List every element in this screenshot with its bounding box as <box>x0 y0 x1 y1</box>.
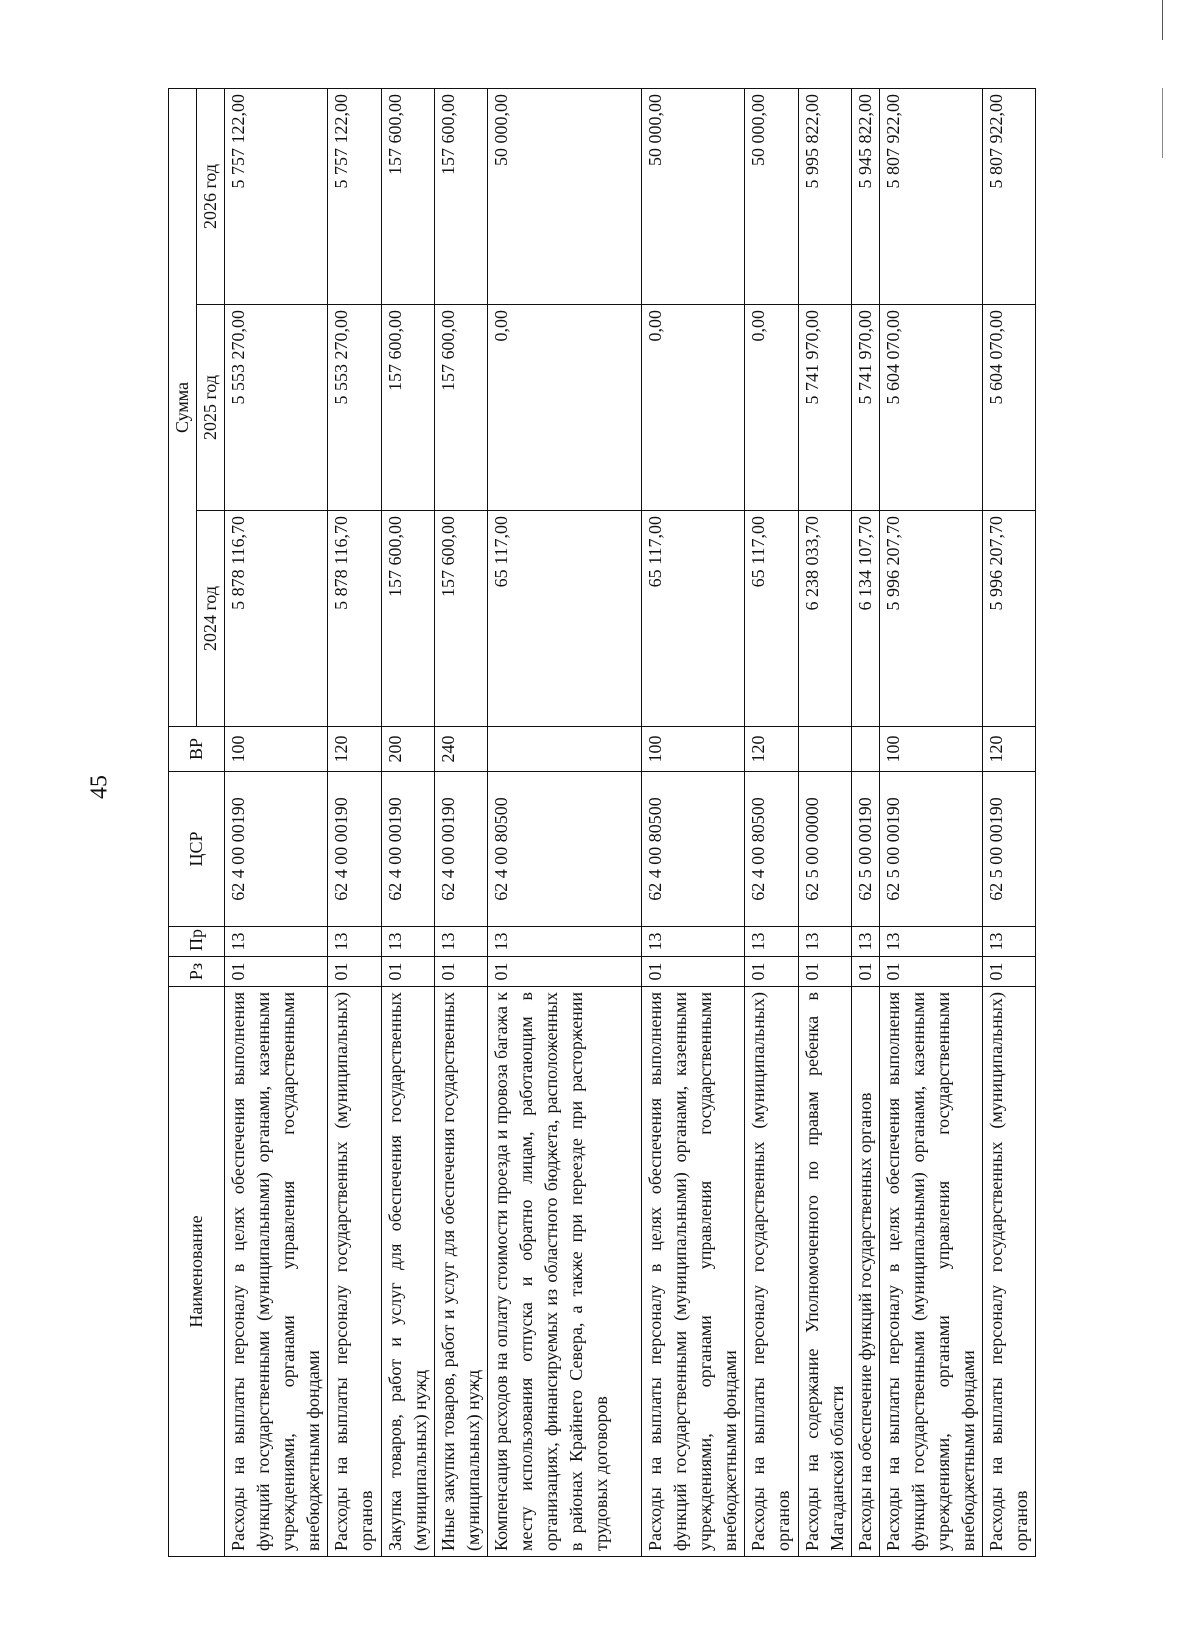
row-2024: 65 117,00 <box>745 511 799 727</box>
row-vr: 100 <box>225 727 328 772</box>
header-rz: Рз <box>169 957 225 987</box>
row-2024: 157 600,00 <box>435 511 488 727</box>
row-rz: 01 <box>488 957 642 987</box>
row-csr: 62 4 00 00190 <box>435 772 488 927</box>
table-row <box>435 89 488 1557</box>
row-2026: 5 757 122,00 <box>225 89 328 305</box>
row-pr: 13 <box>799 927 852 957</box>
header-sum: Сумма <box>169 89 197 727</box>
rotated-table-container <box>168 89 1044 1557</box>
row-2026: 157 600,00 <box>435 89 488 305</box>
row-pr: 13 <box>382 927 435 957</box>
table-row <box>983 89 1036 1557</box>
row-rz: 01 <box>799 957 852 987</box>
row-vr: 200 <box>382 727 435 772</box>
row-csr: 62 4 00 80500 <box>745 772 799 927</box>
table-row <box>745 89 799 1557</box>
row-2025: 157 600,00 <box>382 305 435 511</box>
table-row <box>488 89 642 1557</box>
row-pr: 13 <box>880 927 983 957</box>
row-2025: 5 553 270,00 <box>328 305 382 511</box>
row-vr: 240 <box>435 727 488 772</box>
row-csr: 62 4 00 80500 <box>642 772 745 927</box>
header-row <box>169 89 197 1557</box>
row-2024: 6 134 107,70 <box>852 511 880 727</box>
table-row <box>642 89 745 1557</box>
row-vr: 100 <box>880 727 983 772</box>
header-pr: Пр <box>169 927 225 957</box>
row-2026: 50 000,00 <box>488 89 642 305</box>
row-2024: 6 238 033,70 <box>799 511 852 727</box>
row-vr <box>488 727 642 772</box>
row-name: Расходы на выплаты персоналу государственных (муниципальных) органов <box>328 987 382 1557</box>
row-2024: 5 996 207,70 <box>880 511 983 727</box>
row-pr: 13 <box>435 927 488 957</box>
budget-table <box>168 88 1036 1557</box>
row-rz: 01 <box>642 957 745 987</box>
row-vr: 100 <box>642 727 745 772</box>
row-rz: 01 <box>225 957 328 987</box>
row-name: Расходы на выплаты персоналу государственных (муниципальных) органов <box>983 987 1036 1557</box>
row-2026: 5 807 922,00 <box>983 89 1036 305</box>
row-csr: 62 5 00 00190 <box>880 772 983 927</box>
row-csr: 62 5 00 00190 <box>852 772 880 927</box>
row-csr: 62 4 00 00190 <box>225 772 328 927</box>
row-2026: 5 757 122,00 <box>328 89 382 305</box>
row-pr: 13 <box>983 927 1036 957</box>
row-name: Закупка товаров, работ и услуг для обеспечения государственных (муниципальных) нужд <box>382 987 435 1557</box>
row-2026: 50 000,00 <box>642 89 745 305</box>
row-2024: 157 600,00 <box>382 511 435 727</box>
row-2025: 5 553 270,00 <box>225 305 328 511</box>
page-number: 45 <box>86 775 113 799</box>
row-vr <box>799 727 852 772</box>
row-2024: 5 878 116,70 <box>225 511 328 727</box>
row-2026: 157 600,00 <box>382 89 435 305</box>
row-csr: 62 5 00 00190 <box>983 772 1036 927</box>
row-csr: 62 4 00 00190 <box>382 772 435 927</box>
row-rz: 01 <box>328 957 382 987</box>
row-2025: 157 600,00 <box>435 305 488 511</box>
row-csr: 62 5 00 00000 <box>799 772 852 927</box>
row-pr: 13 <box>642 927 745 957</box>
header-2024: 2024 год <box>197 511 225 727</box>
row-2024: 5 996 207,70 <box>983 511 1036 727</box>
row-rz: 01 <box>435 957 488 987</box>
row-csr: 62 4 00 00190 <box>328 772 382 927</box>
row-rz: 01 <box>852 957 880 987</box>
row-2025: 0,00 <box>745 305 799 511</box>
row-2025: 0,00 <box>488 305 642 511</box>
row-2026: 5 807 922,00 <box>880 89 983 305</box>
header-vr: ВР <box>169 727 225 772</box>
row-name: Расходы на выплаты персоналу в целях обеспечения выполнения функций государственными (муниципальными) органами, казенными учреждениями, органами управления государственными внебюджетными фондами <box>880 987 983 1557</box>
row-csr: 62 4 00 80500 <box>488 772 642 927</box>
table-row <box>880 89 983 1557</box>
row-2026: 5 945 822,00 <box>852 89 880 305</box>
row-vr: 120 <box>745 727 799 772</box>
row-rz: 01 <box>983 957 1036 987</box>
row-name: Расходы на содержание Уполномоченного по правам ребенка в Магаданской области <box>799 987 852 1557</box>
table-row <box>382 89 435 1557</box>
row-2026: 50 000,00 <box>745 89 799 305</box>
row-name: Расходы на обеспечение функций государственных органов <box>852 987 880 1557</box>
header-2025: 2025 год <box>197 305 225 511</box>
row-pr: 13 <box>745 927 799 957</box>
header-name: Наименование <box>169 987 225 1557</box>
row-name: Иные закупки товаров, работ и услуг для обеспечения государственных (муниципальных) нужд <box>435 987 488 1557</box>
row-pr: 13 <box>225 927 328 957</box>
table-row <box>225 89 328 1557</box>
header-csr: ЦСР <box>169 772 225 927</box>
row-pr: 13 <box>328 927 382 957</box>
row-pr: 13 <box>488 927 642 957</box>
row-rz: 01 <box>382 957 435 987</box>
row-name: Расходы на выплаты персоналу в целях обеспечения выполнения функций государственными (муниципальными) органами, казенными учреждениями, органами управления государственными внебюджетными фондами <box>225 987 328 1557</box>
row-2025: 5 604 070,00 <box>983 305 1036 511</box>
table-row <box>799 89 852 1557</box>
header-2026: 2026 год <box>197 89 225 305</box>
row-2025: 5 741 970,00 <box>852 305 880 511</box>
row-name: Расходы на выплаты персоналу в целях обеспечения выполнения функций государственными (муниципальными) органами, казенными учреждениями, органами управления государственными внебюджетными фондами <box>642 987 745 1557</box>
row-vr <box>852 727 880 772</box>
row-pr: 13 <box>852 927 880 957</box>
row-rz: 01 <box>745 957 799 987</box>
row-2025: 5 604 070,00 <box>880 305 983 511</box>
table-row <box>852 89 880 1557</box>
row-vr: 120 <box>983 727 1036 772</box>
row-rz: 01 <box>880 957 983 987</box>
row-2025: 5 741 970,00 <box>799 305 852 511</box>
row-name: Компенсация расходов на оплату стоимости проезда и провоза багажа к месту использования отпуска и обратно лицам, работающим в организациях, финансируемых из областного бюджета, расположенных в районах Крайнего Севера, а также при переезде при расторжении трудовых договоров <box>488 987 642 1557</box>
row-2024: 65 117,00 <box>642 511 745 727</box>
row-2024: 65 117,00 <box>488 511 642 727</box>
table-row <box>328 89 382 1557</box>
row-2024: 5 878 116,70 <box>328 511 382 727</box>
row-2026: 5 995 822,00 <box>799 89 852 305</box>
scan-edge-line <box>1162 0 1163 40</box>
row-vr: 120 <box>328 727 382 772</box>
row-name: Расходы на выплаты персоналу государственных (муниципальных) органов <box>745 987 799 1557</box>
scan-edge-line <box>1162 88 1163 158</box>
row-2025: 0,00 <box>642 305 745 511</box>
